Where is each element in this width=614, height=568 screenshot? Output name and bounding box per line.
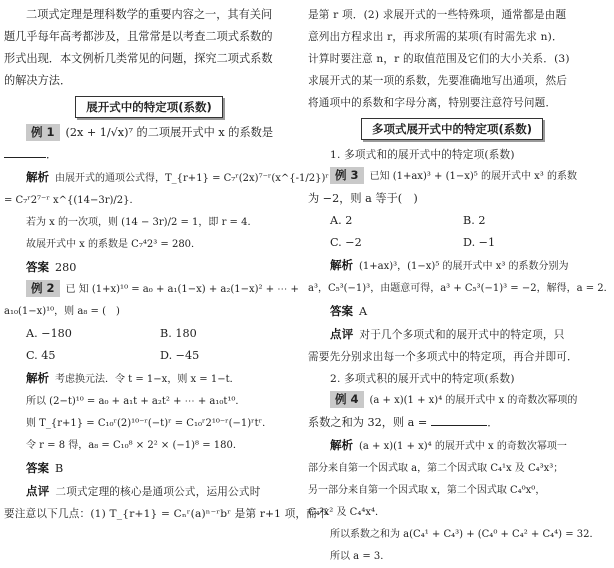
intro-line-3: 形式出现．本文例析几类常见的问题，探究二项式系数 [4,52,273,65]
option-d: D. −45 [160,349,200,362]
example-3-solution-2: a³，C₅³(−1)³，由题意可得，a³ + C₅³(−1)³ = −2，解得，a = 2． [308,283,614,294]
note-text: 二项式定理的核心是通项公式，运用公式时 [55,486,261,498]
note-3 [308,323,596,346]
example-4-solution-2: 部分来自第一个因式取 a，第二个因式取 C₄¹x 及 C₄³x³； [308,463,564,474]
example-4-solution-6: 所以 a = 3． [330,551,391,562]
left-column [4,4,329,525]
option-d: D. −1 [463,236,496,249]
solution-text: (a + x)(1 + x)⁴ 的展开式中 x 的奇数次幂项一 [359,441,567,452]
example-3-answer [308,300,596,323]
example-1-solution-2: = C₇ʳ2⁷⁻ʳ x^{(14−3r)/2}． [4,195,140,206]
example-4-label: 例 4 [330,391,364,408]
answer-blank [431,415,487,426]
example-2-options-row-1 [4,323,294,345]
continued-line-5: 将通项中的系数和字母分离，特别要注意符号问题． [308,97,557,109]
period: ． [487,416,499,429]
example-1 [4,122,294,144]
example-3-options-row-2 [308,232,596,254]
example-4-text: (a + x)(1 + x)⁴ 的展开式中 x 的奇数次幂项的 [369,395,578,406]
intro-line-2: 题几乎每年高考都涉及，且常常是以考查二项式系数的 [4,30,273,43]
continued-line-3: 计算时要注意 n，r 的取值范围及它们的大小关系．(3) [308,53,570,65]
note-4: 需要先分别求出每一个多项式中的特定项，再合并即可． [308,351,578,363]
example-3 [308,166,596,188]
option-c: C. 45 [26,349,56,362]
solution-label: 解析 [330,258,353,272]
solution-label: 解析 [26,371,49,385]
example-2-solution-4: 令 r = 8 得，a₈ = C₁₀⁸ × 2² × (−1)⁸ = 180． [26,440,243,451]
note-label: 点评 [26,484,50,498]
example-2-text-2: a₁₀(1−x)¹⁰，则 a₈ = ( ) [4,306,120,317]
example-3-label: 例 3 [330,167,364,184]
note-label: 点评 [330,327,354,341]
note-1 [4,480,294,503]
example-3-text-2: 为 −2，则 a 等于( ) [308,192,418,205]
example-1-solution-3: 若为 x 的一次项，则 (14 − 3r)/2 = 1，即 r = 4． [26,217,258,228]
answer-label: 答案 [26,260,49,274]
example-4-text-2 [308,412,596,434]
continued-line-1: 是第 r 项．(2) 求展开式的一些特殊项，通常都是由题 [308,9,567,21]
intro-line-1: 二项式定理是理科数学的重要内容之一，其有关问 [26,8,273,21]
example-2-solution-3: 则 T_{r+1} = C₁₀ʳ(2)¹⁰⁻ʳ(−t)ʳ = C₁₀ʳ2¹⁰⁻ʳ(−1)ʳtʳ． [26,418,273,429]
right-column [308,4,614,568]
example-2 [4,279,299,301]
example-1-answer [4,256,294,279]
solution-label: 解析 [26,170,49,184]
subsection-2: 2. 多项式积的展开式中的特定项(系数) [330,373,515,385]
answer-value: A [359,305,368,318]
example-1-solution-4: 故展开式中 x 的系数是 C₇⁴2³ = 280． [26,239,202,250]
example-1-label: 例 1 [26,124,60,141]
period: ． [46,148,58,161]
example-1-text: (2x + 1/√x)⁷ 的二项展开式中 x 的系数是 [65,126,274,139]
option-a: A. −180 [26,327,72,340]
example-2-answer [4,457,294,480]
section-heading-1-wrap [4,96,294,118]
solution-text: (1+ax)³，(1−x)⁵ 的展开式中 x³ 的系数分别为 [359,261,569,272]
example-4-solution-5: 所以系数之和为 a(C₄¹ + C₄³) + (C₄⁰ + C₄² + C₄⁴) = 32． [330,529,600,540]
solution-label: 解析 [330,438,353,452]
answer-value: B [55,462,64,475]
answer-label: 答案 [26,461,49,475]
option-a: A. 2 [330,214,353,227]
answer-value: 280 [55,261,77,274]
example-4-solution-1 [308,434,596,458]
example-3-options-row-1 [308,210,596,232]
example-3-text: 已知 (1+ax)³ + (1−x)⁵ 的展开式中 x³ 的系数 [369,171,577,182]
note-text: 对于几个多项式和的展开式中的特定项，只 [359,329,565,341]
example-2-solution-2: 所以 (2−t)¹⁰ = a₀ + a₁t + a₂t² + ⋯ + a₁₀t¹⁰． [26,396,246,407]
section-heading-1: 展开式中的特定项(系数) [75,96,223,118]
solution-text: 考虑换元法．令 t = 1−x，则 x = 1−t． [55,374,240,385]
example-1-blank-line [4,144,294,166]
example-2-options-row-2 [4,345,294,367]
example-2-text: 已 知 (1+x)¹⁰ = a₀ + a₁(1−x) + a₂(1−x)² + ⋯ + [65,284,299,295]
example-1-solution-1 [4,166,329,190]
example-4-solution-3: 另一部分来自第一个因式取 x，第二个因式取 C₄⁰x⁰， [308,485,546,496]
answer-blank [4,147,46,158]
section-heading-2-wrap [308,118,596,140]
option-c: C. −2 [330,236,362,249]
section-heading-2: 多项式展开式中的特定项(系数) [361,118,543,140]
example-4-text-2-content: 系数之和为 32，则 a = [308,416,428,429]
example-3-solution-1 [308,254,596,278]
subsection-1: 1. 多项式和的展开式中的特定项(系数) [330,149,515,161]
example-4 [308,390,596,412]
example-2-label: 例 2 [26,280,60,297]
option-b: B. 180 [160,327,197,340]
option-b: B. 2 [463,214,486,227]
answer-label: 答案 [330,304,353,318]
example-4-solution-4: C₄²x² 及 C₄⁴x⁴． [308,507,385,518]
example-2-solution-1 [4,367,294,391]
continued-line-2: 意列出方程求出 r，再求所需的某项(有时需先求 n)． [308,31,563,43]
note-2: 要注意以下几点：(1) T_{r+1} = Cₙʳ(a)ⁿ⁻ʳbʳ 是第 r+1 项，而不 [4,508,328,520]
continued-line-4: 求展开式的某一项的系数，先要准确地写出通项，然后 [308,75,568,87]
solution-text: 由展开式的通项公式得，T_{r+1} = C₇ʳ(2x)⁷⁻ʳ(x^{-1/2})ʳ [55,173,329,184]
intro-line-4: 的解决方法． [4,74,72,87]
